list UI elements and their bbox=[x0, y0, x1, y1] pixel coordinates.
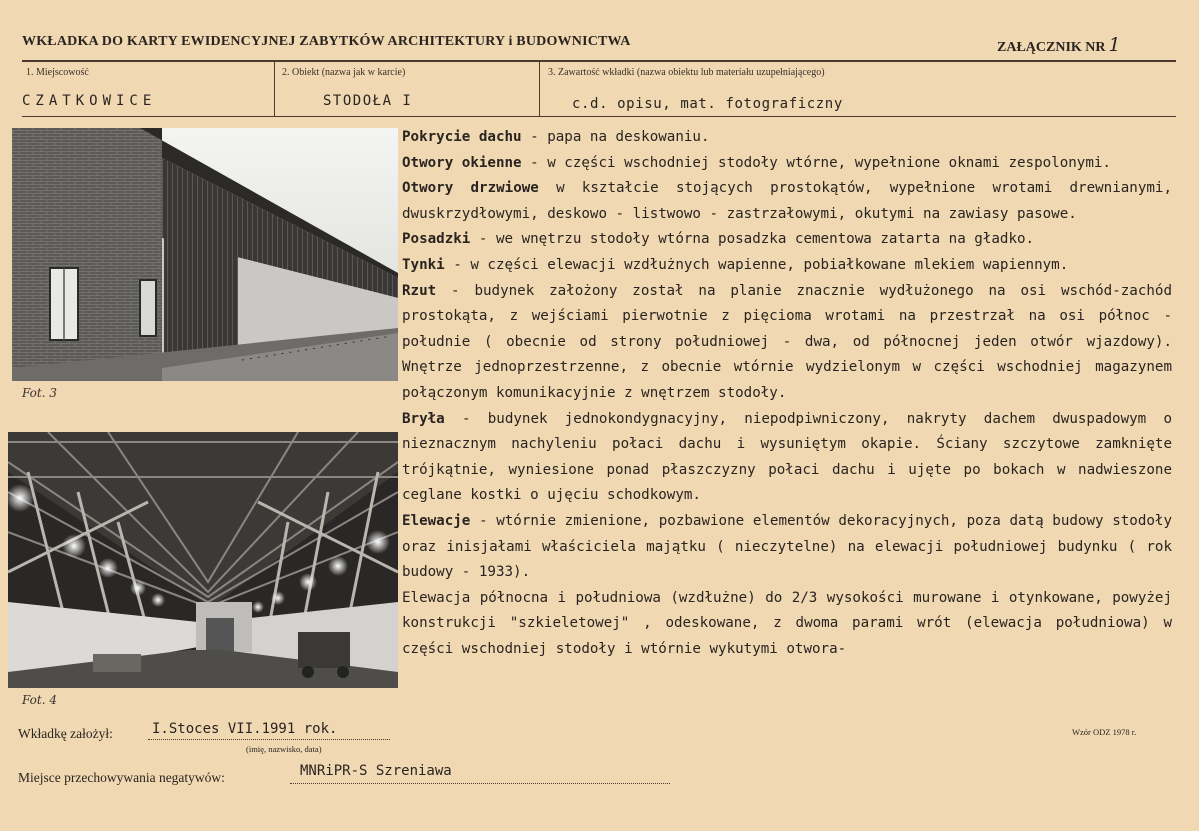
description-paragraph bbox=[402, 151, 1172, 177]
paragraph-heading: Otwory okienne bbox=[402, 154, 522, 171]
created-by-hint: (imię, nazwisko, data) bbox=[246, 744, 322, 754]
photo-4-caption: Fot. 4 bbox=[22, 693, 57, 707]
negatives-storage-value: MNRiPR-S Szreniawa bbox=[300, 763, 452, 779]
description-paragraph bbox=[402, 509, 1172, 586]
paragraph-body: w kształcie stojących prostokątów, wypełnione wrotami drewnianymi, dwuskrzydłowymi, deskowo - listwowo - zastrzałowymi, okutymi na zawiasy pasowe. bbox=[402, 180, 1172, 222]
description-paragraph bbox=[402, 586, 1172, 663]
paragraph-body: - we wnętrzu stodoły wtórna posadzka cementowa zatarta na gładko. bbox=[470, 231, 1035, 248]
paragraph-heading: Otwory drzwiowe bbox=[402, 180, 539, 197]
paragraph-heading: Rzut bbox=[402, 282, 437, 299]
description-paragraph bbox=[402, 407, 1172, 509]
paragraph-body: - w części wschodniej stodoły wtórne, wypełnione oknami zespolonymi. bbox=[521, 154, 1111, 171]
paragraph-body: Elewacja północna i południowa (wzdłużne) do 2/3 wysokości murowane i otynkowane, powyżej konstrukcji "szkieletowej" , odeskowane, z dwoma parami wrót (elewacja południowa) w części wschodniej stodoły i wtórnie wykutymi otwora- bbox=[402, 589, 1172, 657]
paragraph-heading: Tynki bbox=[402, 256, 445, 273]
contents-label: 3. Zawartość wkładki (nazwa obiektu lub materiału uzupełniającego) bbox=[548, 67, 825, 78]
field-divider-2 bbox=[539, 62, 540, 116]
locality-label: 1. Miejscowość bbox=[26, 67, 89, 78]
fields-rule bbox=[22, 116, 1176, 117]
attachment-label-text: ZAŁĄCZNIK NR bbox=[997, 40, 1106, 55]
card-title: WKŁADKA DO KARTY EWIDENCYJNEJ ZABYTKÓW ARCHITEKTURY i BUDOWNICTWA bbox=[22, 34, 631, 49]
paragraph-heading: Posadzki bbox=[402, 231, 471, 248]
paragraph-heading: Bryła bbox=[402, 410, 445, 427]
created-by-value: I.Stoces VII.1991 rok. bbox=[152, 721, 338, 737]
header-rule bbox=[22, 60, 1176, 62]
description-paragraph bbox=[402, 279, 1172, 407]
photo-3-caption: Fot. 3 bbox=[22, 386, 57, 400]
attachment-number: 1 bbox=[1108, 34, 1121, 56]
contents-value: c.d. opisu, mat. fotograficzny bbox=[572, 96, 843, 112]
paragraph-heading: Pokrycie dachu bbox=[402, 129, 522, 145]
paragraph-body: - wtórnie zmienione, pozbawione elementów dekoracyjnych, poza datą budowy stodoły oraz inisjałami właściciela majątku ( nieczytelne) na elewacji południowej budynku ( rok budowy - 1933). bbox=[402, 512, 1172, 581]
attachment-label bbox=[997, 34, 1121, 56]
description-paragraph bbox=[402, 253, 1172, 279]
created-by-line bbox=[148, 739, 390, 740]
created-by-label: Wkładkę założył: bbox=[18, 726, 113, 741]
object-label: 2. Obiekt (nazwa jak w karcie) bbox=[282, 67, 406, 78]
photo-barn-interior bbox=[8, 432, 398, 688]
object-value: STODOŁA I bbox=[323, 93, 413, 109]
form-code: Wzór ODZ 1978 r. bbox=[1072, 727, 1137, 737]
paragraph-body: - papa na deskowaniu. bbox=[521, 129, 710, 145]
negatives-storage-line bbox=[290, 783, 670, 784]
paragraph-body: - budynek założony został na planie znacznie wydłużonego na osi wschód-zachód prostokąta, z wejściami pierwotnie z pięcioma wrotami na przestrzał na osi północ - południe ( obecnie od strony południowej - dwa, od północnej jeden otwór wjazdowy). Wnętrze jednoprzestrzenne, z obecnie wtórnie wydzielonym w części wschodniej magazynem połączonym komunikacyjnie z wnętrzem stodoły. bbox=[402, 282, 1172, 401]
description-text bbox=[402, 125, 1172, 662]
negatives-storage-label: Miejsce przechowywania negatywów: bbox=[18, 770, 225, 785]
description-paragraph bbox=[402, 227, 1172, 253]
paragraph-heading: Elewacje bbox=[402, 512, 471, 529]
description-paragraph bbox=[402, 125, 1172, 151]
locality-value: CZATKOWICE bbox=[22, 93, 157, 109]
description-paragraph bbox=[402, 176, 1172, 227]
field-divider-1 bbox=[274, 62, 275, 116]
paragraph-body: - w części elewacji wzdłużnych wapienne, pobiałkowane mlekiem wapiennym. bbox=[444, 256, 1069, 273]
photo-barn-exterior bbox=[12, 128, 398, 381]
paragraph-body: - budynek jednokondygnacyjny, niepodpiwniczony, nakryty dachem dwuspadowym o nieznacznym nachyleniu połaci dachu i wysuniętym okapie. Ściany szczytowe zamknięte trójkątnie, wyniesione ponad płaszczyzny połaci dachu i ujęte po bokach w nadwieszone ceglane kostki o ujęciu schodkowym. bbox=[402, 410, 1172, 504]
